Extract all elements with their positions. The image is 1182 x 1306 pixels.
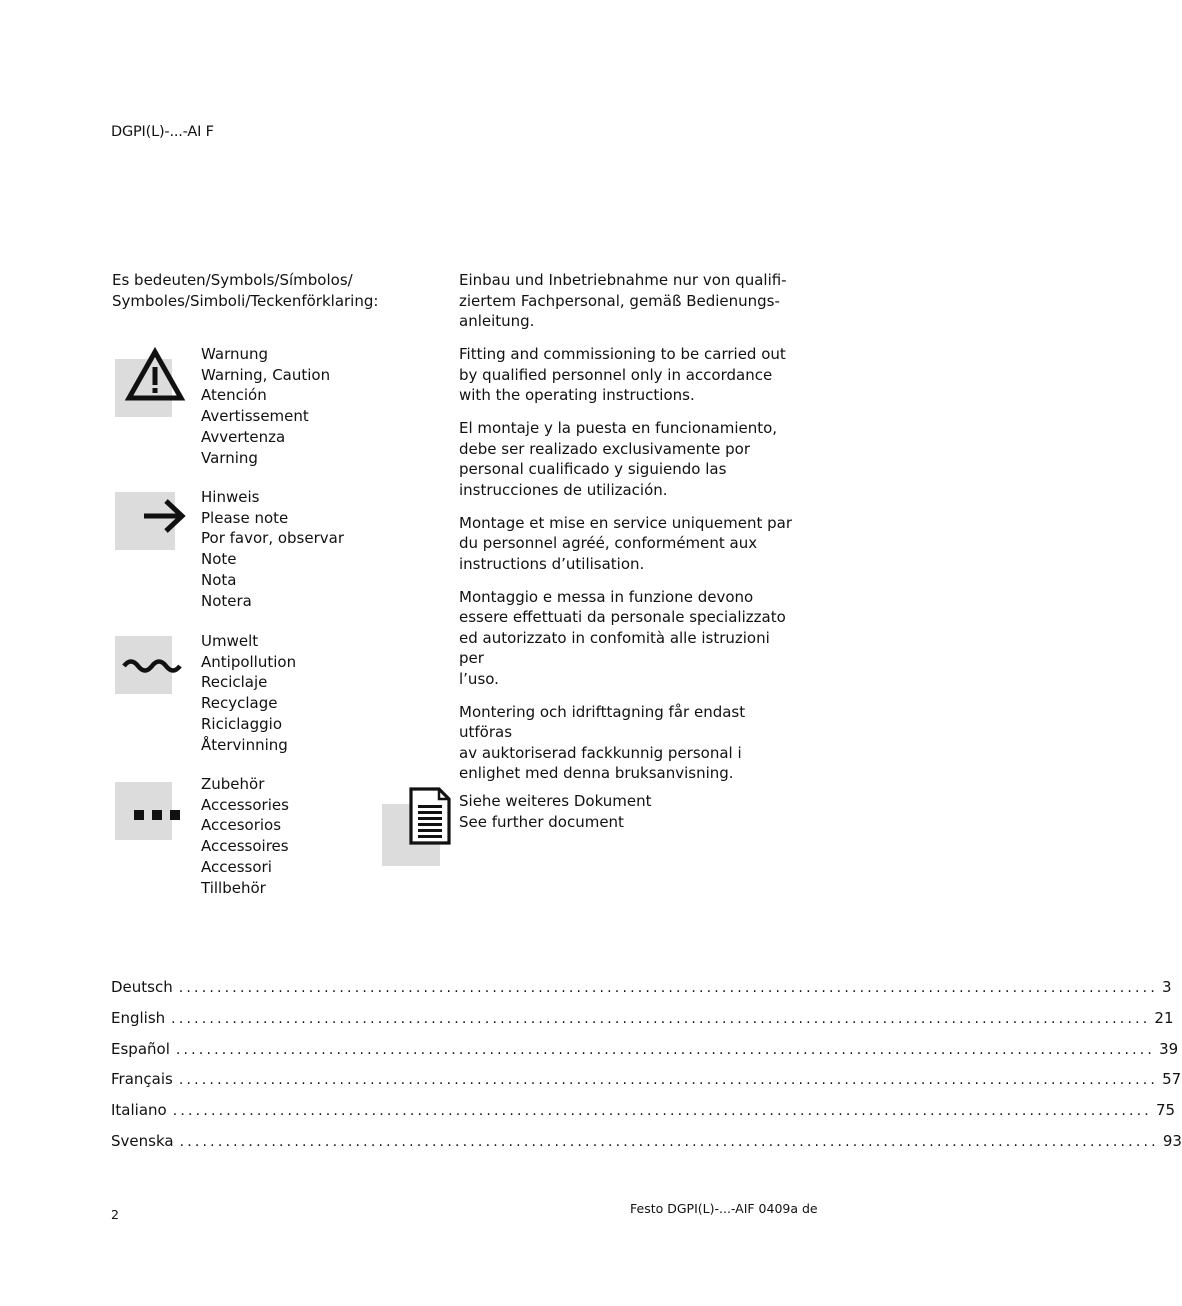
symbol-label: Warning, Caution <box>201 365 331 384</box>
toc-label: Deutsch <box>111 978 173 996</box>
symbol-label: Note <box>201 550 237 569</box>
symbol-label: Notera <box>201 591 252 610</box>
toc-leader: ................................................................................................................................ <box>172 1103 1152 1120</box>
toc-label: Español <box>111 1039 170 1058</box>
toc-page: 39 <box>1159 1039 1179 1058</box>
wave-icon <box>122 655 184 677</box>
arrow-right-icon <box>142 498 188 534</box>
notice-german <box>459 270 799 332</box>
toc-label: Français <box>111 1070 173 1089</box>
symbol-warning <box>112 344 412 474</box>
symbol-environment <box>112 631 412 761</box>
symbol-label: Riciclaggio <box>201 714 282 733</box>
page-header-title: DGPI(L)-...-AI F <box>111 124 214 140</box>
notice-english <box>459 344 799 406</box>
toc-leader: ................................................................................................................................ <box>178 1072 1159 1089</box>
toc-page: 75 <box>1155 1101 1176 1120</box>
toc-page: 21 <box>1154 1008 1174 1027</box>
notice-line: Montage et mise en service uniquement par <box>459 513 793 532</box>
notice-line: by qualified personnel only in accordance <box>459 365 773 384</box>
notice-line: personal cualificado y siguiendo las <box>459 460 727 478</box>
notice-line: ed autorizzato in confomità alle istruzioni per <box>459 628 770 667</box>
symbol-labels <box>201 487 344 611</box>
table-of-contents <box>111 978 1182 1163</box>
symbol-label: Hinweis <box>201 488 260 506</box>
symbol-label: Por favor, observar <box>201 529 344 548</box>
symbol-label: Varning <box>201 448 258 467</box>
notice-line: du personnel agréé, conformément aux <box>459 534 758 552</box>
toc-leader: ................................................................................................................................ <box>179 1133 1159 1150</box>
symbol-label: Antipollution <box>201 652 297 671</box>
document-line: Siehe weiteres Dokument <box>459 792 652 810</box>
document-line: See further document <box>459 812 624 831</box>
symbol-label: Recyclage <box>201 694 278 713</box>
symbol-label: Tillbehör <box>201 878 266 897</box>
page-number: 2 <box>111 1207 119 1222</box>
notice-line: l’uso. <box>459 669 499 688</box>
three-squares-icon <box>132 808 184 822</box>
notice-line: Montaggio e messa in funzione devono <box>459 587 754 606</box>
symbol-label: Umwelt <box>201 632 259 650</box>
notice-line: Montering och idrifttagning får endast utföras <box>459 702 746 741</box>
toc-page: 3 <box>1161 978 1172 996</box>
symbols-intro <box>112 270 412 311</box>
warning-triangle-icon <box>125 348 185 402</box>
notice-line: instrucciones de utilización. <box>459 480 668 499</box>
notice-line: Fitting and commissioning to be carried out <box>459 345 786 363</box>
intro-line: Symboles/Simboli/Teckenförklaring: <box>112 291 379 310</box>
symbol-label: Accesorios <box>201 816 282 835</box>
notice-line: anleitung. <box>459 312 535 330</box>
intro-line: Es bedeuten/Symbols/Símbolos/ <box>112 271 353 289</box>
notice-line: El montaje y la puesta en funcionamiento, <box>459 419 778 437</box>
notice-line: enlighet med denna bruksanvisning. <box>459 764 734 782</box>
symbol-accessories <box>112 774 412 904</box>
toc-entry-espanol[interactable] <box>111 1039 1179 1071</box>
symbol-label: Reciclaje <box>201 673 268 692</box>
document-text <box>459 791 652 832</box>
symbol-label: Återvinning <box>201 735 288 754</box>
symbol-label: Warnung <box>201 345 269 363</box>
notice-line: debe ser realizado exclusivamente por <box>459 439 751 458</box>
document-reference: Festo DGPI(L)-...-AIF 0409a de <box>630 1201 818 1216</box>
symbol-label: Zubehör <box>201 775 265 793</box>
toc-label: English <box>111 1008 166 1027</box>
symbol-label: Avertissement <box>201 407 309 426</box>
notice-line: essere effettuati da personale specializzato <box>459 608 786 626</box>
notice-line: with the operating instructions. <box>459 386 695 404</box>
toc-page: 93 <box>1162 1131 1182 1150</box>
symbol-label: Accessories <box>201 795 289 814</box>
symbol-label: Accessori <box>201 857 272 876</box>
symbol-label: Atención <box>201 386 267 405</box>
symbol-note <box>112 487 412 617</box>
toc-label: Svenska <box>111 1131 174 1150</box>
toc-leader: ................................................................................................................................ <box>178 980 1158 996</box>
symbol-labels <box>201 774 289 898</box>
notice-spanish <box>459 418 799 500</box>
toc-leader: ................................................................................................................................ <box>171 1010 1151 1027</box>
notice-line: av auktoriserad fackkunnig personal i <box>459 743 742 762</box>
toc-label: Italiano <box>111 1101 167 1120</box>
toc-entry-francais[interactable] <box>111 1070 1182 1101</box>
toc-entry-svenska[interactable] <box>111 1131 1182 1163</box>
symbol-label: Avvertenza <box>201 427 286 446</box>
symbol-labels <box>201 344 330 468</box>
notice-italian <box>459 587 799 690</box>
qualification-notices <box>459 270 799 796</box>
notice-line: Einbau und Inbetriebnahme nur von qualifi- <box>459 271 787 289</box>
notice-french <box>459 513 799 575</box>
toc-leader: ................................................................................................................................ <box>175 1041 1156 1058</box>
notice-line: ziertem Fachpersonal, gemäß Bedienungs- <box>459 291 780 310</box>
notice-swedish <box>459 702 799 784</box>
further-document <box>382 786 802 876</box>
symbol-label: Accessoires <box>201 837 289 856</box>
toc-entry-italiano[interactable] <box>111 1101 1176 1132</box>
toc-entry-deutsch[interactable] <box>111 978 1172 1009</box>
toc-entry-english[interactable] <box>111 1008 1174 1040</box>
symbol-label: Nota <box>201 570 237 589</box>
notice-line: instructions d’utilisation. <box>459 554 645 573</box>
symbol-labels <box>201 631 296 755</box>
symbol-label: Please note <box>201 508 289 527</box>
document-icon <box>408 786 452 846</box>
toc-page: 57 <box>1162 1070 1182 1089</box>
